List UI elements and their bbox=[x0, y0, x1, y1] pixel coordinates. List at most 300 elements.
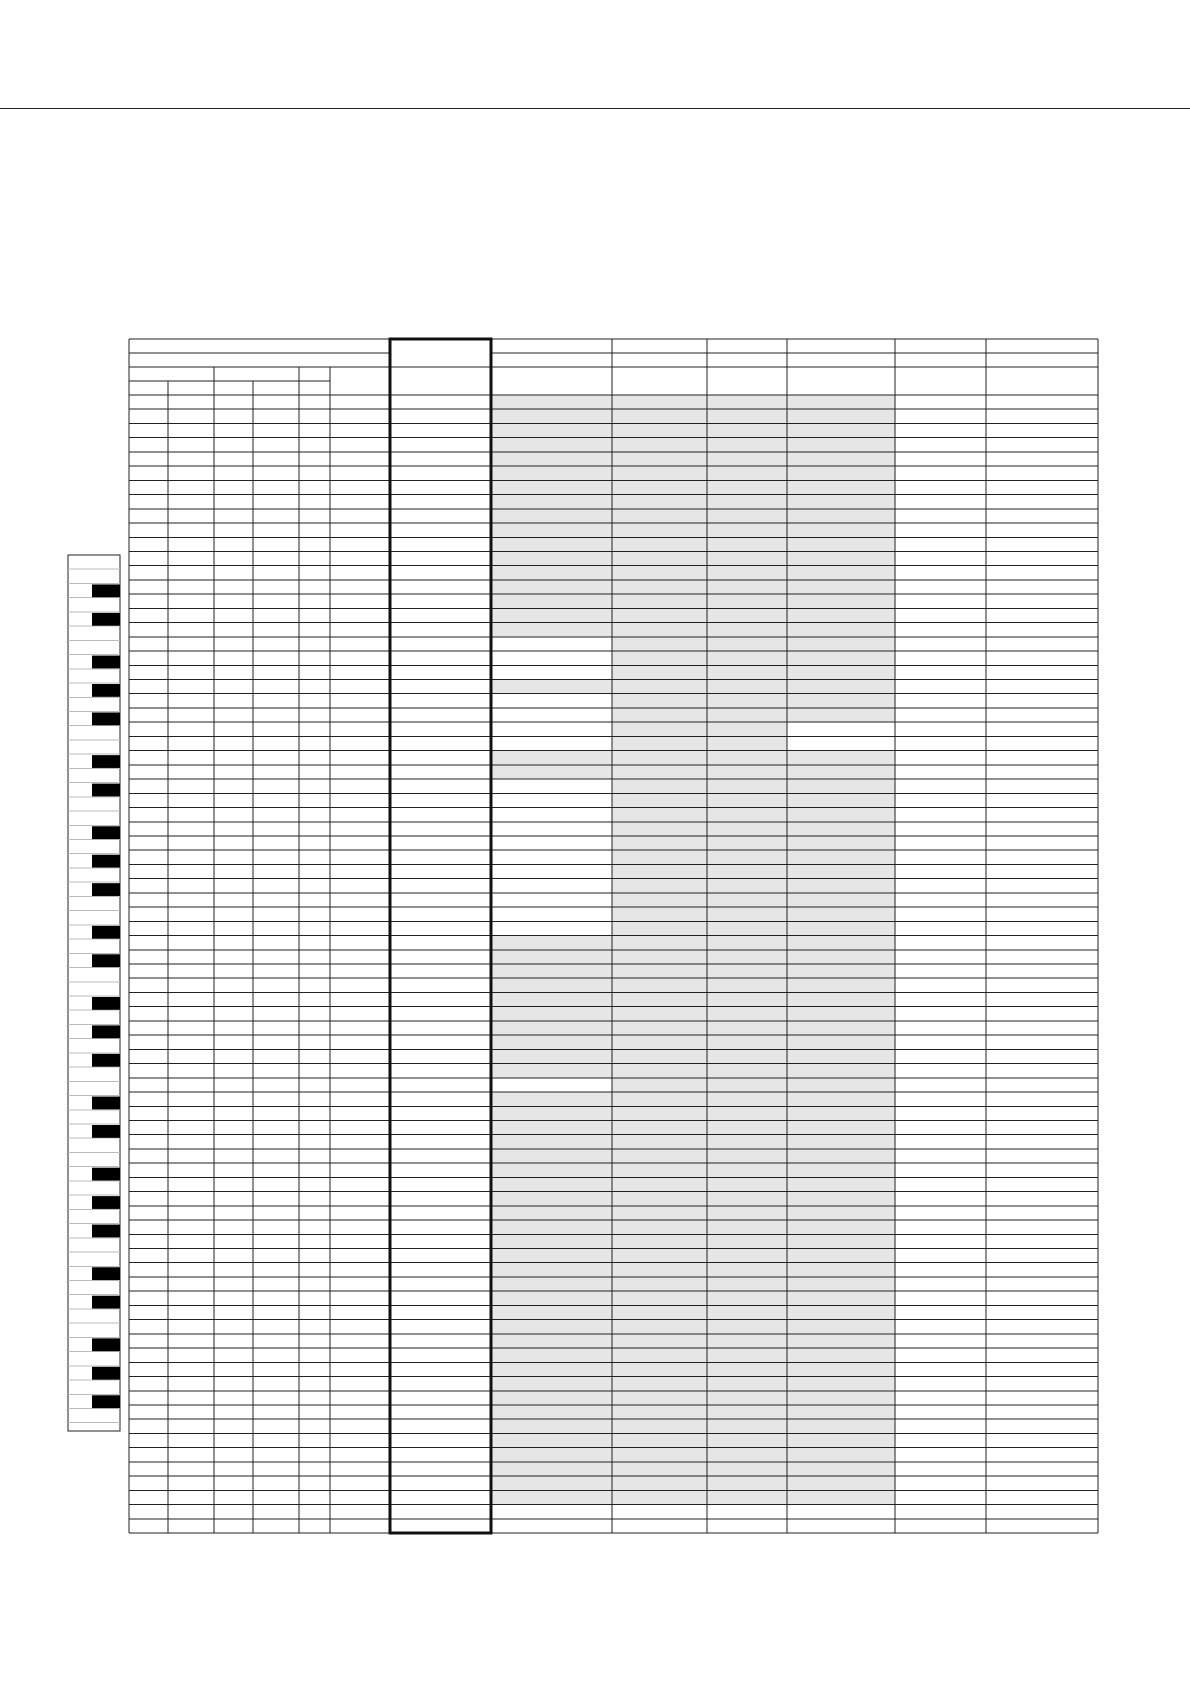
black-key bbox=[92, 1296, 120, 1309]
shaded-cell bbox=[492, 1163, 612, 1177]
shaded-cell bbox=[707, 537, 787, 551]
shaded-cell bbox=[707, 1234, 787, 1248]
shaded-cell bbox=[612, 509, 707, 523]
black-key bbox=[92, 656, 120, 669]
shaded-cell bbox=[787, 1320, 895, 1334]
shaded-cell bbox=[787, 1192, 895, 1206]
shaded-cell bbox=[787, 978, 895, 992]
shaded-cell bbox=[707, 665, 787, 679]
shaded-cell bbox=[612, 1419, 707, 1433]
shaded-cell bbox=[707, 1433, 787, 1447]
shaded-cell bbox=[787, 836, 895, 850]
shaded-cell bbox=[787, 992, 895, 1006]
shaded-cell bbox=[612, 651, 707, 665]
black-key bbox=[92, 997, 120, 1010]
shaded-cell bbox=[612, 1362, 707, 1376]
shaded-cell bbox=[787, 1120, 895, 1134]
black-key bbox=[92, 613, 120, 626]
shaded-cell bbox=[707, 1092, 787, 1106]
shaded-cell bbox=[612, 722, 707, 736]
shaded-cell bbox=[492, 523, 612, 537]
shaded-cell bbox=[707, 452, 787, 466]
shaded-cell bbox=[612, 1348, 707, 1362]
shaded-cell bbox=[707, 1149, 787, 1163]
shaded-cell bbox=[612, 694, 707, 708]
shaded-cell bbox=[787, 1149, 895, 1163]
shaded-cell bbox=[787, 665, 895, 679]
shaded-cell bbox=[787, 1277, 895, 1291]
shaded-cell bbox=[492, 1021, 612, 1035]
shaded-cell bbox=[612, 1405, 707, 1419]
black-key bbox=[92, 883, 120, 896]
shaded-cell bbox=[707, 680, 787, 694]
shaded-cell bbox=[612, 680, 707, 694]
shaded-cell bbox=[492, 551, 612, 565]
shaded-cell bbox=[612, 921, 707, 935]
shaded-cell bbox=[707, 822, 787, 836]
shaded-cell bbox=[612, 950, 707, 964]
shaded-cell bbox=[707, 1064, 787, 1078]
shaded-cell bbox=[492, 1092, 612, 1106]
shaded-cell bbox=[492, 395, 612, 409]
shaded-cell bbox=[787, 765, 895, 779]
shaded-cell bbox=[707, 765, 787, 779]
shaded-cell bbox=[707, 1277, 787, 1291]
shaded-cell bbox=[787, 608, 895, 622]
shaded-cell bbox=[787, 637, 895, 651]
shaded-cell bbox=[787, 864, 895, 878]
shaded-cell bbox=[707, 1362, 787, 1376]
shaded-cell bbox=[707, 623, 787, 637]
black-key bbox=[92, 1125, 120, 1138]
shaded-cell bbox=[707, 651, 787, 665]
shaded-cell bbox=[612, 1448, 707, 1462]
shaded-cell bbox=[612, 551, 707, 565]
shaded-cell bbox=[612, 1035, 707, 1049]
shaded-cell bbox=[612, 765, 707, 779]
shaded-cell bbox=[707, 1291, 787, 1305]
shaded-cell bbox=[707, 1035, 787, 1049]
shaded-cell bbox=[707, 936, 787, 950]
shaded-cell bbox=[787, 808, 895, 822]
shaded-cell bbox=[612, 1320, 707, 1334]
shaded-cell bbox=[492, 1433, 612, 1447]
shaded-cell bbox=[612, 1263, 707, 1277]
shaded-cell bbox=[492, 1149, 612, 1163]
shaded-cell bbox=[707, 736, 787, 750]
shaded-cell bbox=[787, 1078, 895, 1092]
shaded-cell bbox=[492, 1263, 612, 1277]
shaded-cell bbox=[787, 1177, 895, 1191]
shaded-cell bbox=[787, 1448, 895, 1462]
shaded-cell bbox=[492, 1476, 612, 1490]
shaded-cell bbox=[787, 921, 895, 935]
shaded-cell bbox=[612, 495, 707, 509]
shaded-cell bbox=[787, 793, 895, 807]
shaded-cell bbox=[707, 608, 787, 622]
shaded-cell bbox=[492, 1049, 612, 1063]
shaded-cell bbox=[612, 1163, 707, 1177]
shaded-cell bbox=[612, 480, 707, 494]
shaded-cell bbox=[787, 551, 895, 565]
shaded-cell bbox=[707, 566, 787, 580]
shaded-cell bbox=[612, 566, 707, 580]
shaded-cell bbox=[707, 409, 787, 423]
shaded-cell bbox=[787, 907, 895, 921]
black-key bbox=[92, 1395, 120, 1408]
shaded-cell bbox=[492, 1377, 612, 1391]
shaded-cell bbox=[612, 978, 707, 992]
shaded-cell bbox=[787, 950, 895, 964]
shaded-cell bbox=[492, 423, 612, 437]
shaded-cell bbox=[612, 438, 707, 452]
shaded-cell bbox=[492, 992, 612, 1006]
shaded-cell bbox=[612, 1220, 707, 1234]
shaded-cell bbox=[707, 850, 787, 864]
black-key bbox=[92, 584, 120, 597]
shaded-cell bbox=[492, 580, 612, 594]
shaded-cell bbox=[612, 1106, 707, 1120]
shaded-cell bbox=[612, 879, 707, 893]
shaded-cell bbox=[787, 1092, 895, 1106]
shaded-cell bbox=[707, 1021, 787, 1035]
shaded-cell bbox=[612, 466, 707, 480]
shaded-cell bbox=[787, 1163, 895, 1177]
shaded-cell bbox=[787, 1035, 895, 1049]
shaded-cell bbox=[612, 1277, 707, 1291]
shaded-cell bbox=[492, 623, 612, 637]
shaded-cell bbox=[787, 1305, 895, 1319]
shaded-cell bbox=[707, 864, 787, 878]
shaded-cell bbox=[707, 1391, 787, 1405]
shaded-cell bbox=[787, 1334, 895, 1348]
shaded-cell bbox=[787, 1007, 895, 1021]
shaded-cell bbox=[787, 1049, 895, 1063]
black-key bbox=[92, 1338, 120, 1351]
shaded-cell bbox=[787, 751, 895, 765]
shaded-cell bbox=[707, 423, 787, 437]
black-key bbox=[92, 1054, 120, 1067]
shaded-cell bbox=[787, 1462, 895, 1476]
shaded-cell bbox=[612, 1192, 707, 1206]
shaded-cell bbox=[707, 950, 787, 964]
shaded-cell bbox=[707, 1320, 787, 1334]
black-key bbox=[92, 1225, 120, 1238]
shaded-cell bbox=[492, 537, 612, 551]
shaded-cell bbox=[707, 694, 787, 708]
shaded-cell bbox=[787, 537, 895, 551]
shaded-cell bbox=[612, 1490, 707, 1504]
shaded-cell bbox=[492, 1448, 612, 1462]
shaded-cell bbox=[787, 1348, 895, 1362]
shaded-cell bbox=[707, 637, 787, 651]
black-key bbox=[92, 684, 120, 697]
shaded-cell bbox=[612, 1135, 707, 1149]
shaded-cell bbox=[492, 1462, 612, 1476]
shaded-cell bbox=[707, 751, 787, 765]
shaded-cell bbox=[612, 1377, 707, 1391]
shaded-cell bbox=[787, 1362, 895, 1376]
shaded-cell bbox=[492, 452, 612, 466]
shaded-cell bbox=[707, 1220, 787, 1234]
black-key bbox=[92, 855, 120, 868]
shaded-cell bbox=[707, 1476, 787, 1490]
shaded-cell bbox=[492, 1220, 612, 1234]
shaded-cell bbox=[787, 893, 895, 907]
shaded-cell bbox=[612, 580, 707, 594]
shaded-cell bbox=[492, 1277, 612, 1291]
shaded-cell bbox=[707, 551, 787, 565]
shaded-cell bbox=[492, 1035, 612, 1049]
black-key bbox=[92, 954, 120, 967]
shaded-cell bbox=[492, 1234, 612, 1248]
shaded-cell bbox=[707, 793, 787, 807]
shaded-cell bbox=[787, 708, 895, 722]
shaded-cell bbox=[612, 452, 707, 466]
shaded-cell bbox=[492, 1120, 612, 1134]
shaded-cell bbox=[787, 1291, 895, 1305]
shaded-cell bbox=[612, 1305, 707, 1319]
shaded-cell bbox=[787, 580, 895, 594]
shaded-cell bbox=[492, 1177, 612, 1191]
shaded-cell bbox=[707, 1305, 787, 1319]
shaded-cell bbox=[787, 680, 895, 694]
shaded-cell bbox=[612, 964, 707, 978]
shaded-cell bbox=[612, 409, 707, 423]
shaded-cell bbox=[707, 1348, 787, 1362]
shaded-cell bbox=[612, 736, 707, 750]
shaded-cell bbox=[492, 1334, 612, 1348]
shaded-cell bbox=[612, 665, 707, 679]
shaded-cell bbox=[612, 608, 707, 622]
shaded-cell bbox=[707, 1377, 787, 1391]
shaded-cell bbox=[707, 523, 787, 537]
shaded-cell bbox=[707, 978, 787, 992]
shaded-cell bbox=[612, 1391, 707, 1405]
shaded-cell bbox=[787, 1220, 895, 1234]
shaded-cell bbox=[787, 1249, 895, 1263]
shaded-cell bbox=[707, 1263, 787, 1277]
shaded-cell bbox=[612, 637, 707, 651]
shaded-cell bbox=[787, 651, 895, 665]
black-key bbox=[92, 1367, 120, 1380]
shaded-cell bbox=[787, 1405, 895, 1419]
shaded-cell bbox=[787, 1476, 895, 1490]
shaded-cell bbox=[707, 509, 787, 523]
shaded-cell bbox=[492, 409, 612, 423]
shaded-cell bbox=[787, 423, 895, 437]
shaded-cell bbox=[492, 765, 612, 779]
shaded-cell bbox=[787, 1021, 895, 1035]
shaded-cell bbox=[707, 1135, 787, 1149]
shaded-cell bbox=[492, 1206, 612, 1220]
shaded-cell bbox=[787, 1391, 895, 1405]
shaded-cell bbox=[787, 936, 895, 950]
shaded-cell bbox=[492, 1007, 612, 1021]
shaded-cell bbox=[707, 1106, 787, 1120]
shaded-cell bbox=[787, 409, 895, 423]
shaded-cell bbox=[612, 1177, 707, 1191]
shaded-cell bbox=[612, 1462, 707, 1476]
shaded-cell bbox=[707, 495, 787, 509]
shaded-cell bbox=[787, 395, 895, 409]
shaded-cell bbox=[612, 893, 707, 907]
shaded-cell bbox=[612, 1092, 707, 1106]
shaded-cell bbox=[787, 1377, 895, 1391]
black-key bbox=[92, 1196, 120, 1209]
shaded-cell bbox=[787, 452, 895, 466]
shaded-cell bbox=[612, 1021, 707, 1035]
shaded-cell bbox=[612, 1078, 707, 1092]
shaded-cell bbox=[612, 1007, 707, 1021]
shaded-cell bbox=[612, 779, 707, 793]
shaded-cell bbox=[492, 1106, 612, 1120]
shaded-cell bbox=[707, 1049, 787, 1063]
shaded-cell bbox=[492, 1362, 612, 1376]
shaded-cell bbox=[492, 594, 612, 608]
shaded-cell bbox=[707, 921, 787, 935]
shaded-cell bbox=[787, 1206, 895, 1220]
shaded-cell bbox=[787, 822, 895, 836]
shaded-cell bbox=[492, 1490, 612, 1504]
shaded-cell bbox=[492, 480, 612, 494]
shaded-cell bbox=[492, 1064, 612, 1078]
shaded-cell bbox=[492, 1135, 612, 1149]
black-key bbox=[92, 1168, 120, 1181]
shaded-cell bbox=[612, 751, 707, 765]
shaded-cell bbox=[707, 708, 787, 722]
shaded-cell bbox=[707, 879, 787, 893]
shaded-cell bbox=[707, 480, 787, 494]
shaded-cell bbox=[612, 1149, 707, 1163]
shaded-cell bbox=[492, 950, 612, 964]
shaded-cell bbox=[492, 1305, 612, 1319]
shaded-cell bbox=[707, 964, 787, 978]
black-key bbox=[92, 784, 120, 797]
shaded-cell bbox=[612, 423, 707, 437]
black-key bbox=[92, 712, 120, 725]
shaded-cell bbox=[612, 1249, 707, 1263]
shaded-cell bbox=[707, 907, 787, 921]
shaded-cell bbox=[612, 907, 707, 921]
shaded-cell bbox=[787, 466, 895, 480]
shaded-cell bbox=[612, 936, 707, 950]
shaded-cell bbox=[492, 566, 612, 580]
shaded-cell bbox=[707, 1163, 787, 1177]
shaded-cell bbox=[612, 1334, 707, 1348]
shaded-cell bbox=[612, 992, 707, 1006]
shaded-cell bbox=[707, 808, 787, 822]
shaded-cell bbox=[707, 438, 787, 452]
shaded-cell bbox=[492, 1249, 612, 1263]
shaded-cell bbox=[787, 623, 895, 637]
shaded-cell bbox=[612, 623, 707, 637]
black-key bbox=[92, 926, 120, 939]
shaded-cell bbox=[492, 509, 612, 523]
shaded-cell bbox=[612, 1234, 707, 1248]
shaded-cell bbox=[707, 1007, 787, 1021]
shaded-cell bbox=[707, 1206, 787, 1220]
shaded-cell bbox=[707, 1448, 787, 1462]
shaded-cell bbox=[492, 608, 612, 622]
shaded-cell bbox=[492, 936, 612, 950]
shaded-cell bbox=[707, 1177, 787, 1191]
shaded-cell bbox=[492, 964, 612, 978]
shaded-cell bbox=[707, 580, 787, 594]
shaded-cell bbox=[492, 438, 612, 452]
shaded-cell bbox=[787, 1064, 895, 1078]
shaded-cell bbox=[612, 594, 707, 608]
shaded-cell bbox=[612, 1049, 707, 1063]
shaded-cell bbox=[492, 495, 612, 509]
shaded-cell bbox=[787, 1433, 895, 1447]
shaded-cell bbox=[612, 708, 707, 722]
black-key bbox=[92, 1025, 120, 1038]
shaded-cell bbox=[787, 523, 895, 537]
shaded-cell bbox=[787, 879, 895, 893]
shaded-cell bbox=[612, 864, 707, 878]
shaded-cell bbox=[787, 850, 895, 864]
shaded-cell bbox=[787, 1263, 895, 1277]
shaded-cell bbox=[492, 1348, 612, 1362]
shaded-cell bbox=[492, 1419, 612, 1433]
shaded-cell bbox=[707, 779, 787, 793]
shaded-cell bbox=[787, 594, 895, 608]
shaded-cell bbox=[707, 594, 787, 608]
shaded-cell bbox=[787, 480, 895, 494]
shaded-cell bbox=[492, 1320, 612, 1334]
shaded-cell bbox=[787, 438, 895, 452]
shaded-cell bbox=[492, 751, 612, 765]
black-key bbox=[92, 826, 120, 839]
shaded-cell bbox=[612, 822, 707, 836]
shaded-cell bbox=[612, 1476, 707, 1490]
shaded-cell bbox=[707, 466, 787, 480]
shaded-cell bbox=[612, 523, 707, 537]
shaded-cell bbox=[787, 495, 895, 509]
shaded-cell bbox=[707, 722, 787, 736]
shaded-cell bbox=[612, 793, 707, 807]
shaded-cell bbox=[707, 1249, 787, 1263]
shaded-cell bbox=[612, 395, 707, 409]
shaded-cell bbox=[787, 694, 895, 708]
shaded-cell bbox=[787, 779, 895, 793]
shaded-cell bbox=[707, 1490, 787, 1504]
black-key bbox=[92, 1097, 120, 1110]
shaded-cell bbox=[492, 1192, 612, 1206]
shaded-cell bbox=[492, 680, 612, 694]
shaded-cell bbox=[612, 1120, 707, 1134]
shaded-cell bbox=[492, 978, 612, 992]
shaded-cell bbox=[787, 1106, 895, 1120]
shaded-cell bbox=[612, 850, 707, 864]
shaded-cell bbox=[492, 466, 612, 480]
shaded-cell bbox=[787, 964, 895, 978]
shaded-cell bbox=[612, 1291, 707, 1305]
shaded-cell bbox=[492, 1391, 612, 1405]
shaded-cell bbox=[787, 566, 895, 580]
shaded-cell bbox=[707, 1192, 787, 1206]
shaded-cell bbox=[707, 1120, 787, 1134]
shaded-cell bbox=[787, 1234, 895, 1248]
shaded-cell bbox=[612, 1064, 707, 1078]
shaded-cell bbox=[707, 1419, 787, 1433]
black-key bbox=[92, 1267, 120, 1280]
shaded-cell bbox=[707, 836, 787, 850]
shaded-cell bbox=[707, 1334, 787, 1348]
shaded-cell bbox=[492, 1405, 612, 1419]
shaded-cell bbox=[612, 1433, 707, 1447]
